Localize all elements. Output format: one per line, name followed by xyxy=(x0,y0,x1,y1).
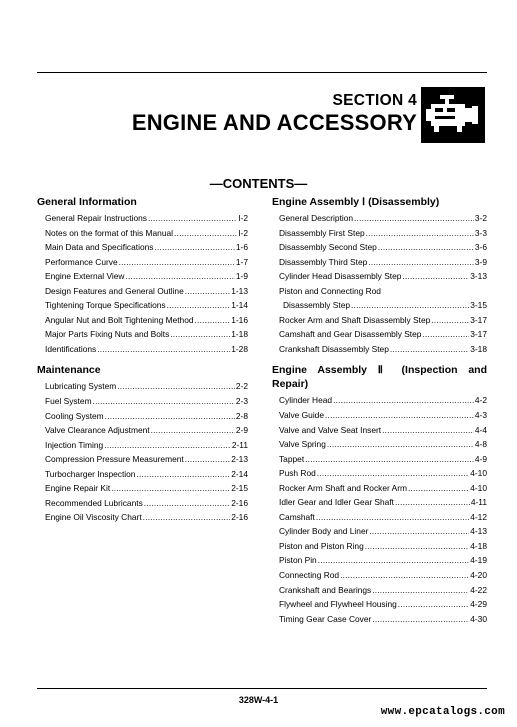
toc-entry xyxy=(37,298,248,313)
toc-entry-label: Cylinder Head xyxy=(279,395,333,406)
toc-entry xyxy=(272,510,487,525)
toc-entry-page: 4-13 xyxy=(470,526,487,537)
toc-entry xyxy=(37,313,248,328)
disassembly-heading: Engine Assembly Ⅰ (Disassembly) xyxy=(272,196,440,208)
leader-dots xyxy=(325,408,474,423)
toc-entry-page: 1-13 xyxy=(231,285,248,296)
toc-entry xyxy=(272,226,487,241)
leader-dots xyxy=(431,313,469,328)
toc-entry-page: 1-14 xyxy=(231,300,248,311)
leader-dots xyxy=(378,240,474,255)
toc-entry xyxy=(272,495,487,510)
leader-dots xyxy=(195,313,231,328)
toc-entry-page: 1-16 xyxy=(231,314,248,325)
toc-entry-label: Rocker Arm Shaft and Rocker Arm xyxy=(279,482,407,493)
leader-dots xyxy=(167,298,231,313)
toc-entry-page: 4-2 xyxy=(474,395,487,406)
toc-entry-label: Disassembly First Step xyxy=(279,227,365,238)
toc-entry xyxy=(272,568,487,583)
toc-entry xyxy=(37,327,248,342)
toc-entry-label: Performance Curve xyxy=(45,256,118,267)
leader-dots xyxy=(340,568,469,583)
toc-entry-page: 2-9 xyxy=(235,425,248,436)
toc-entry xyxy=(272,313,487,328)
toc-entry-label: Injection Timing xyxy=(45,439,104,450)
toc-entry-label: Disassembly Second Step xyxy=(279,242,377,253)
toc-entry xyxy=(272,269,487,284)
leader-dots xyxy=(125,269,234,284)
leader-dots xyxy=(422,327,469,342)
inspection-heading-cont: Repair) xyxy=(272,378,309,391)
toc-entry-label: Fuel System xyxy=(45,396,92,407)
leader-dots xyxy=(185,452,231,467)
toc-entry-page: 2-8 xyxy=(235,410,248,421)
toc-entry xyxy=(37,255,248,270)
leader-dots xyxy=(372,612,469,627)
toc-entry-page: 4-30 xyxy=(470,613,487,624)
leader-dots xyxy=(316,510,469,525)
toc-entry-label: Engine Oil Viscosity Chart xyxy=(45,512,142,523)
toc-entry xyxy=(272,423,487,438)
toc-entry-page: 2-3 xyxy=(235,396,248,407)
toc-entry-page: 3-9 xyxy=(474,256,487,267)
toc-entry-page: 4-19 xyxy=(470,555,487,566)
toc-entry xyxy=(272,466,487,481)
toc-entry-label: Crankshaft Disassembly Step xyxy=(279,343,389,354)
leader-dots xyxy=(390,342,469,357)
leader-dots xyxy=(318,553,470,568)
toc-entry-label: Piston and Connecting Rod xyxy=(279,285,381,296)
leader-dots xyxy=(154,240,234,255)
bottom-rule xyxy=(37,688,487,689)
watermark: www.epcatalogs.com xyxy=(380,706,505,718)
leader-dots xyxy=(402,269,469,284)
toc-entry-page: 4-10 xyxy=(470,482,487,493)
toc-entry xyxy=(272,539,487,554)
leader-dots xyxy=(104,438,231,453)
toc-entry-page: 4-20 xyxy=(470,570,487,581)
toc-entry xyxy=(37,284,248,299)
inspection-list xyxy=(272,393,487,626)
toc-entry-label: General Description xyxy=(279,213,354,223)
toc-entry xyxy=(272,524,487,539)
toc-entry-page: 1-7 xyxy=(235,256,248,267)
leader-dots xyxy=(327,437,474,452)
top-rule xyxy=(37,72,487,73)
toc-entry-label: Push Rod xyxy=(279,468,316,479)
toc-entry xyxy=(272,393,487,408)
toc-entry-page: 3-17 xyxy=(470,329,487,340)
leader-dots xyxy=(144,496,230,511)
toc-entry-label: Lubricating System xyxy=(45,381,117,392)
toc-entry-page: 4-9 xyxy=(474,453,487,464)
toc-entry xyxy=(37,423,248,438)
toc-entry-label: Engine External View xyxy=(45,271,125,282)
leader-dots xyxy=(93,394,235,409)
toc-entry-page: 2-15 xyxy=(231,483,248,494)
toc-entry-label: Camshaft and Gear Disassembly Step xyxy=(279,329,422,340)
leader-dots xyxy=(119,255,235,270)
leader-dots xyxy=(148,211,237,226)
toc-entry xyxy=(37,226,248,241)
toc-entry xyxy=(37,240,248,255)
toc-entry-label: Tightening Torque Specifications xyxy=(45,300,166,311)
toc-entry xyxy=(37,379,248,394)
toc-entry-page: 4-4 xyxy=(474,424,487,435)
toc-entry-label: Cylinder Head Disassembly Step xyxy=(279,271,402,282)
toc-entry-page: I-2 xyxy=(238,227,248,238)
toc-entry-page: 4-8 xyxy=(474,439,487,450)
leader-dots xyxy=(97,342,230,357)
toc-entry xyxy=(37,467,248,482)
toc-entry-label: Valve Clearance Adjustment xyxy=(45,425,150,436)
toc-entry-label: Valve and Valve Seat Insert xyxy=(279,424,382,435)
toc-entry xyxy=(37,342,248,357)
toc-entry xyxy=(37,409,248,424)
toc-entry-page: 2-11 xyxy=(231,439,248,450)
toc-entry-page: 1-9 xyxy=(235,271,248,282)
toc-entry xyxy=(37,496,248,511)
toc-entry-page: 1-18 xyxy=(231,329,248,340)
toc-entry xyxy=(272,327,487,342)
right-column xyxy=(272,195,487,626)
toc-entry-label: Valve Spring xyxy=(279,439,326,450)
toc-entry xyxy=(272,408,487,423)
leader-dots xyxy=(143,510,231,525)
toc-entry xyxy=(37,394,248,409)
toc-entry-page: 2-14 xyxy=(231,468,248,479)
leader-dots xyxy=(354,211,474,226)
toc-entry-label: Engine Repair Kit xyxy=(45,483,111,494)
leader-dots xyxy=(372,583,469,598)
toc-entry-label: Idler Gear and Idler Gear Shaft xyxy=(279,497,394,508)
leader-dots xyxy=(333,393,474,408)
toc-entry-label: Main Data and Specifications xyxy=(45,242,154,253)
toc-entry-page: 3-3 xyxy=(474,227,487,238)
toc-entry xyxy=(272,240,487,255)
toc-entry-page: 3-13 xyxy=(470,271,487,282)
toc-entry xyxy=(272,284,487,299)
leader-dots xyxy=(111,481,230,496)
leader-dots xyxy=(317,466,469,481)
section-label: SECTION 4 xyxy=(332,92,417,109)
toc-entry-label: Disassembly Step xyxy=(283,300,351,311)
toc-entry xyxy=(272,553,487,568)
toc-entry-label: General Repair Instructions xyxy=(45,213,147,223)
toc-entry-page: 2-16 xyxy=(231,512,248,523)
toc-entry-label: Notes on the format of this Manual xyxy=(45,227,174,238)
toc-entry-label: Design Features and General Outline xyxy=(45,285,184,296)
leader-dots xyxy=(117,379,235,394)
general-information-list xyxy=(37,211,248,356)
toc-entry-page: 4-10 xyxy=(470,468,487,479)
toc-entry-label: Recommended Lubricants xyxy=(45,497,143,508)
toc-entry-page: 3-15 xyxy=(470,300,487,311)
toc-entry-label: Piston and Piston Ring xyxy=(279,540,364,551)
toc-entry-page: 1-28 xyxy=(231,343,248,354)
toc-entry xyxy=(37,269,248,284)
toc-entry-page: 3-18 xyxy=(470,343,487,354)
leader-dots xyxy=(398,597,469,612)
page-number: 328W-4-1 xyxy=(238,695,279,705)
toc-entry-label: Tappet xyxy=(279,453,305,464)
leader-dots xyxy=(366,226,474,241)
toc-entry xyxy=(272,452,487,467)
leader-dots xyxy=(382,423,474,438)
leader-dots xyxy=(395,495,470,510)
leader-dots xyxy=(368,255,474,270)
leader-dots xyxy=(305,452,474,467)
toc-entry xyxy=(272,612,487,627)
toc-entry xyxy=(272,597,487,612)
toc-entry-label: Flywheel and Flywheel Housing xyxy=(279,599,397,610)
toc-entry xyxy=(272,481,487,496)
leader-dots xyxy=(105,409,235,424)
toc-entry xyxy=(37,481,248,496)
toc-entry-page: 2-16 xyxy=(231,497,248,508)
leader-dots xyxy=(170,327,230,342)
leader-dots xyxy=(151,423,235,438)
toc-entry-label: Angular Nut and Bolt Tightening Method xyxy=(45,314,194,325)
toc-entry-label: Crankshaft and Bearings xyxy=(279,584,372,595)
leader-dots xyxy=(185,284,231,299)
toc-entry-page: 4-3 xyxy=(474,410,487,421)
toc-entry xyxy=(272,437,487,452)
maintenance-list xyxy=(37,379,248,524)
toc-entry-page: 4-12 xyxy=(470,511,487,522)
toc-entry xyxy=(272,255,487,270)
inspection-heading: Engine Assembly Ⅱ (Inspection and xyxy=(272,364,487,377)
toc-entry-label: Cylinder Body and Liner xyxy=(279,526,369,537)
section-title: ENGINE AND ACCESSORY xyxy=(131,110,417,135)
leader-dots xyxy=(136,467,230,482)
toc-entry xyxy=(272,211,487,226)
toc-entry xyxy=(272,342,487,357)
contents-heading: —CONTENTS— xyxy=(209,176,308,191)
general-information-heading: General Information xyxy=(37,196,137,208)
leader-dots xyxy=(365,539,470,554)
toc-entry-label: Compression Pressure Measurement xyxy=(45,454,184,465)
toc-entry-page: 1-6 xyxy=(235,242,248,253)
toc-entry-page: 4-18 xyxy=(470,540,487,551)
leader-dots xyxy=(369,524,469,539)
toc-entry-page: 2-2 xyxy=(235,381,248,392)
leader-dots xyxy=(408,481,469,496)
toc-entry-label: Cooling System xyxy=(45,410,104,421)
toc-entry-page: 4-22 xyxy=(470,584,487,595)
toc-entry-label: Turbocharger Inspection xyxy=(45,468,136,479)
toc-entry-label: Valve Guide xyxy=(279,410,325,421)
engine-icon xyxy=(421,87,485,143)
toc-entry-page: 4-29 xyxy=(470,599,487,610)
toc-entry xyxy=(272,583,487,598)
toc-entry xyxy=(37,452,248,467)
disassembly-list xyxy=(272,211,487,356)
toc-entry-page: 3-2 xyxy=(474,213,487,223)
toc-entry-page: 3-6 xyxy=(474,242,487,253)
leader-dots xyxy=(174,226,237,241)
toc-entry-page: 4-11 xyxy=(470,497,487,508)
toc-entry-page: I-2 xyxy=(238,213,248,223)
toc-entry-page: 3-17 xyxy=(470,314,487,325)
toc-entry-label: Identifications xyxy=(45,343,97,354)
toc-entry xyxy=(37,510,248,525)
maintenance-heading: Maintenance xyxy=(37,364,101,377)
toc-entry-label: Disassembly Third Step xyxy=(279,256,368,267)
toc-entry xyxy=(37,438,248,453)
toc-entry-page: 2-13 xyxy=(231,454,248,465)
leader-dots xyxy=(351,298,469,313)
toc-entry-label: Connecting Rod xyxy=(279,570,340,581)
toc-entry xyxy=(37,211,248,226)
toc-entry-label: Piston Pin xyxy=(279,555,317,566)
toc-entry-label: Major Parts Fixing Nuts and Bolts xyxy=(45,329,170,340)
toc-entry-label: Timing Gear Case Cover xyxy=(279,613,372,624)
toc-entry-label: Camshaft xyxy=(279,511,315,522)
left-column xyxy=(37,195,248,525)
toc-entry xyxy=(272,298,487,313)
toc-entry-label: Rocker Arm and Shaft Disassembly Step xyxy=(279,314,431,325)
